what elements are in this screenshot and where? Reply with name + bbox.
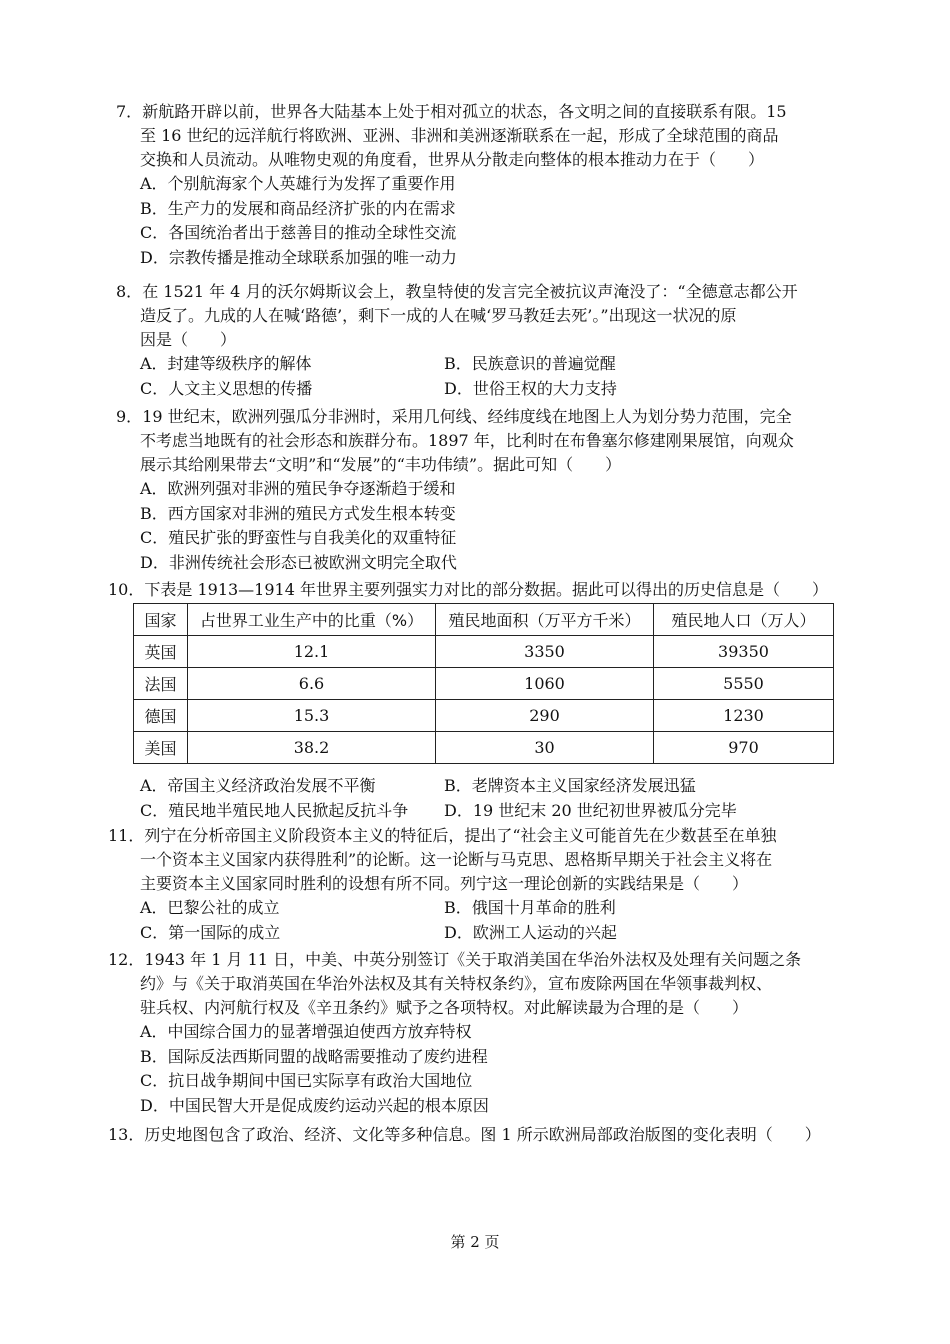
option-a: A．帝国主义经济政治发展不平衡 [140,776,376,796]
stem-line: 造反了。九成的人在喊‘路德’，剩下一成的人在喊‘罗马教廷去死’。”出现这一状况的原 [140,306,737,325]
option-b: B．西方国家对非洲的殖民方式发生根本转变 [140,503,456,523]
stem-line: 不考虑当地既有的社会形态和族群分布。1897 年，比利时在布鲁塞尔修建刚果展馆，向观众 [140,431,794,450]
option-c: C．殖民地半殖民地人民掀起反抗斗争 [140,800,409,820]
question-number: 11． [108,826,145,845]
table-header-row [134,604,834,636]
option-d: D．宗教传播是推动全球联系加强的唯一动力 [140,248,457,268]
table-row [134,732,834,764]
stem-line: 列宁在分析帝国主义阶段资本主义的特征后，提出了“社会主义可能首先在少数甚至在单独 [144,826,777,845]
option-a: A．个别航海家个人英雄行为发挥了重要作用 [140,174,456,194]
question-stem [116,100,856,124]
option-a: A．欧洲列强对非洲的殖民争夺逐渐趋于缓和 [140,479,456,499]
stem-line: 在 1521 年 4 月的沃尔姆斯议会上，教皇特使的发言完全被抗议声淹没了：“全德意志都公开 [142,282,798,301]
question-number: 13． [108,1125,145,1144]
question-stem [108,824,868,848]
page-number: 第 2 页 [450,1233,500,1251]
question-stem [108,948,868,972]
question-number: 8． [116,282,143,301]
option-a: A．中国综合国力的显著增强迫使西方放弃特权 [140,1022,472,1042]
table-header-cell: 殖民地人口（万人） [654,604,834,636]
question-12 [108,948,868,1118]
table-header-cell: 殖民地面积（万平方千米） [436,604,654,636]
option-c: C．抗日战争期间中国已实际享有政治大国地位 [140,1071,473,1091]
table-row [134,636,834,668]
option-a: A．封建等级秩序的解体 [140,354,312,374]
table-cell: 38.2 [188,732,436,764]
question-13 [108,1123,868,1147]
table-cell: 德国 [134,700,188,732]
stem-line: 驻兵权、内河航行权及《辛丑条约》赋予之各项特权。对此解读最为合理的是（ ） [140,998,749,1017]
table-row [134,668,834,700]
question-10-options [116,774,856,823]
data-table [133,603,834,764]
question-11 [108,824,868,945]
table-cell: 美国 [134,732,188,764]
option-c: C．第一国际的成立 [140,922,281,942]
question-10 [108,578,868,602]
table-row [134,700,834,732]
table-cell: 6.6 [188,668,436,700]
stem-line: 新航路开辟以前，世界各大陆基本上处于相对孤立的状态，各文明之间的直接联系有限。15 [142,102,787,121]
table-cell: 290 [436,700,654,732]
question-7 [116,100,856,270]
stem-line: 历史地图包含了政治、经济、文化等多种信息。图 1 所示欧洲局部政治版图的变化表明（ ） [144,1125,821,1144]
table-cell: 970 [654,732,834,764]
table-cell: 英国 [134,636,188,668]
question-stem [116,280,856,304]
question-stem [108,1123,868,1147]
table-cell: 1060 [436,668,654,700]
question-number: 7． [116,102,143,121]
option-b: B．民族意识的普遍觉醒 [444,354,616,374]
option-c: C．殖民扩张的野蛮性与自我美化的双重特征 [140,528,457,548]
question-9 [116,405,856,575]
question-number: 10． [108,580,145,599]
stem-line: 交换和人员流动。从唯物史观的角度看，世界从分散走向整体的根本推动力在于（ ） [140,150,765,169]
option-c: C．人文主义思想的传播 [140,378,313,398]
table-header-cell: 占世界工业生产中的比重（%） [188,604,436,636]
table-cell: 39350 [654,636,834,668]
option-d: D．中国民智大开是促成废约运动兴起的根本原因 [140,1096,489,1116]
option-b: B．老牌资本主义国家经济发展迅猛 [444,776,696,796]
option-d: D．世俗王权的大力支持 [444,378,617,398]
option-b: B．生产力的发展和商品经济扩张的内在需求 [140,198,456,218]
question-number: 9． [116,407,143,426]
option-b: B．俄国十月革命的胜利 [444,898,616,918]
question-number: 12． [108,950,145,969]
table-header-cell: 国家 [134,604,188,636]
table-cell: 30 [436,732,654,764]
table-cell: 3350 [436,636,654,668]
table-cell: 法国 [134,668,188,700]
stem-line: 主要资本主义国家同时胜利的设想有所不同。列宁这一理论创新的实践结果是（ ） [140,874,749,893]
option-b: B．国际反法西斯同盟的战略需要推动了废约进程 [140,1046,488,1066]
table-cell: 5550 [654,668,834,700]
option-c: C．各国统治者出于慈善目的推动全球性交流 [140,223,457,243]
option-d: D．欧洲工人运动的兴起 [444,922,617,942]
option-d: D．非洲传统社会形态已被欧洲文明完全取代 [140,553,457,573]
stem-line: 展示其给刚果带去“文明”和“发展”的“丰功伟绩”。据此可知（ ） [140,455,622,474]
option-d: D．19 世纪末 20 世纪初世界被瓜分完毕 [444,800,737,820]
stem-line: 至 16 世纪的远洋航行将欧洲、亚洲、非洲和美洲逐渐联系在一起，形成了全球范围的商品 [140,126,779,145]
table-cell: 1230 [654,700,834,732]
stem-line: 1943 年 1 月 11 日，中美、中英分别签订《关于取消美国在华治外法权及处理有关问题之条 [144,950,802,969]
stem-line: 因是（ ） [140,330,237,349]
stem-line: 约》与《关于取消英国在华治外法权及其有关特权条约》，宣布废除两国在华领事裁判权、 [140,974,773,993]
stem-line: 下表是 1913—1914 年世界主要列强实力对比的部分数据。据此可以得出的历史信息是（ ） [144,580,828,599]
stem-line: 19 世纪末，欧洲列强瓜分非洲时，采用几何线、经纬度线在地图上人为划分势力范围，完全 [142,407,792,426]
option-a: A．巴黎公社的成立 [140,898,280,918]
question-stem [108,578,868,602]
table-cell: 15.3 [188,700,436,732]
question-stem [116,405,856,429]
table-cell: 12.1 [188,636,436,668]
question-8 [116,280,856,401]
stem-line: 一个资本主义国家内获得胜利”的论断。这一论断与马克思、恩格斯早期关于社会主义将在 [140,850,773,869]
